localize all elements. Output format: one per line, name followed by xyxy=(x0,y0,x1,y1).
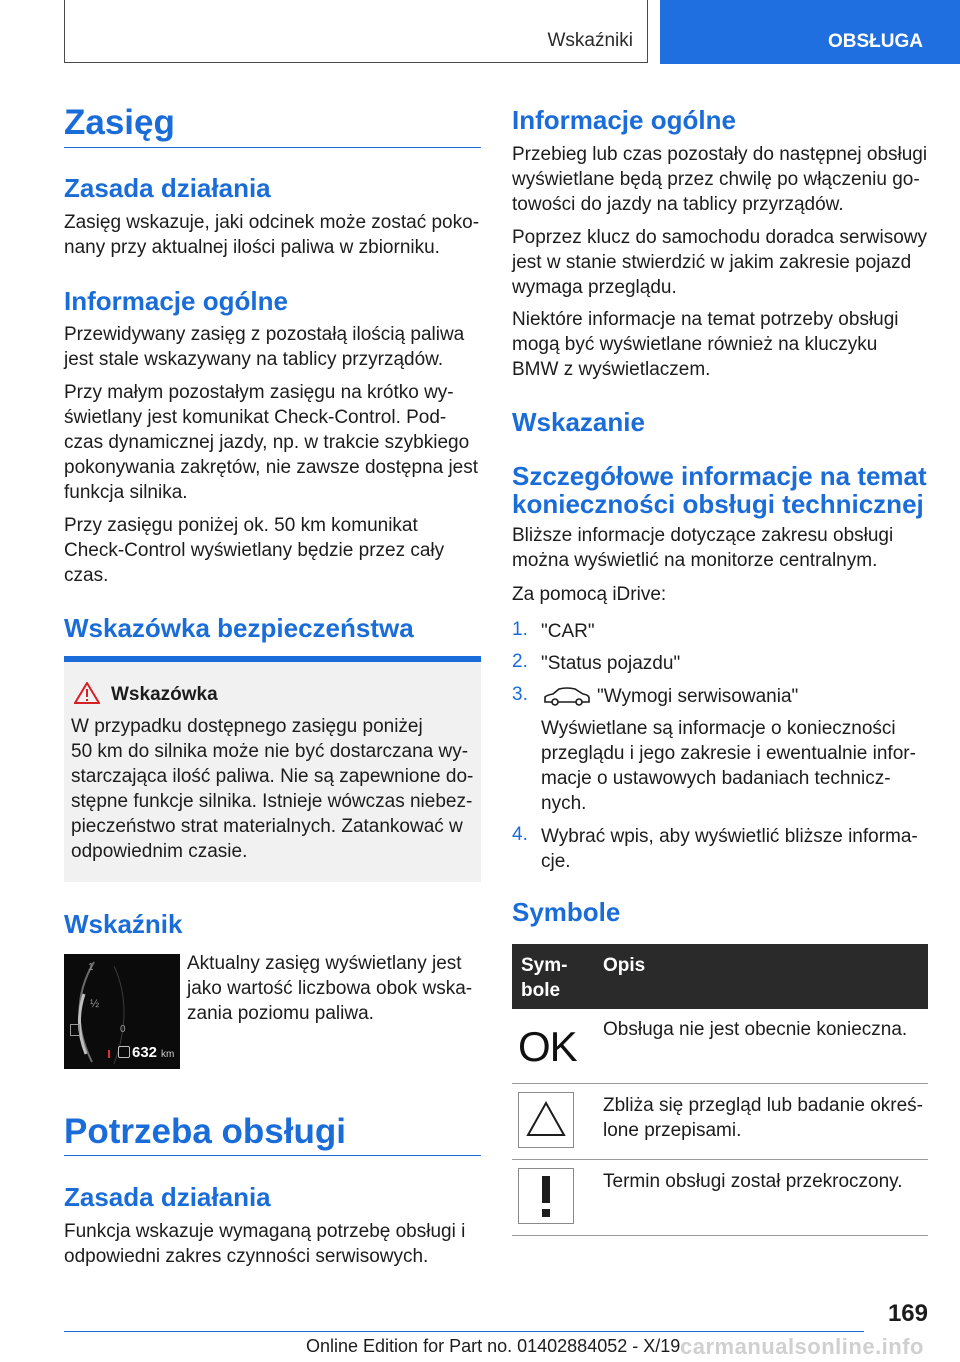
line: macje o ustawowych badaniach technicz- xyxy=(541,768,891,789)
line: Przebieg lub czas pozostały do następnej obsługi xyxy=(512,144,928,165)
line: Aktualny zasięg wyświetlany jest xyxy=(187,953,462,974)
paragraph-right-4 xyxy=(512,523,930,573)
fuel-gauge-image xyxy=(64,954,180,1069)
footer-edition: Online Edition for Part no. 01402884052 - X/19 xyxy=(306,1336,681,1356)
line: 50 km do silnika może nie być dostarczana wy- xyxy=(71,741,469,762)
heading-wskazanie: Wskazanie xyxy=(512,407,645,437)
step-number: 2. xyxy=(512,651,528,672)
table-row-description xyxy=(603,1017,928,1042)
line: Niektóre informacje na temat potrzeby obsługi xyxy=(512,309,899,330)
line: pieczeństwo strat materialnych. Zatankować w xyxy=(71,816,463,837)
step-number: 4. xyxy=(512,824,528,845)
table-row-description xyxy=(603,1093,928,1143)
line: można wyświetlić na monitorze centralnym. xyxy=(512,550,878,571)
triangle-icon xyxy=(519,1093,573,1147)
fuel-pump-icon xyxy=(70,1024,80,1036)
heading-wskazowka-bezpieczenstwa: Wskazówka bezpieczeństwa xyxy=(64,613,414,643)
warning-box xyxy=(64,656,481,882)
footer-rule xyxy=(64,1331,864,1332)
step-text xyxy=(541,824,931,874)
line: przeglądu i jego zakresie i ewentualnie infor- xyxy=(541,743,916,764)
line: nany przy aktualnej ilości paliwa w zbiorniku. xyxy=(64,237,440,258)
line: lone przepisami. xyxy=(603,1120,742,1141)
line: wymaga przeglądu. xyxy=(512,277,677,298)
table-row-divider xyxy=(512,1159,928,1160)
step3-description xyxy=(541,716,931,816)
paragraph-zasada xyxy=(64,210,482,260)
line: bole xyxy=(521,980,561,1001)
line: Funkcja wskazuje wymaganą potrzebę obsługi i xyxy=(64,1221,466,1242)
range-pump-icon xyxy=(118,1046,130,1058)
car-service-icon xyxy=(543,687,591,707)
header-section-label: OBSŁUGA xyxy=(828,31,923,52)
title-zasieg: Zasięg xyxy=(64,103,175,142)
header-section-tab[interactable] xyxy=(660,0,960,64)
page-number: 169 xyxy=(887,1300,928,1327)
table-row-divider xyxy=(512,1083,928,1084)
line: Bliższe informacje dotyczące zakresu obsługi xyxy=(512,525,894,546)
symbols-table-header xyxy=(512,944,928,1009)
line: wyświetlane będą przez chwilę po włączeniu go- xyxy=(512,169,920,190)
heading-szczegolowe-informacje xyxy=(512,462,930,518)
line: stępne funkcje silnika. Istnieje wówczas niebez- xyxy=(71,791,473,812)
line: jest stale wskazywany na tablicy przyrządów. xyxy=(64,349,444,370)
line: czas. xyxy=(64,565,109,586)
line: Przy małym pozostałym zasięgu na krótko wy- xyxy=(64,382,454,403)
heading-zasada-dzialania-2: Zasada działania xyxy=(64,1182,271,1212)
title-potrzeba-obslugi: Potrzeba obsługi xyxy=(64,1112,346,1151)
paragraph-right-2 xyxy=(512,225,930,300)
line: pokonywania zakrętów, nie zawsze dostępna jest xyxy=(64,457,479,478)
line: Sym- xyxy=(521,955,568,976)
line: funkcja silnika. xyxy=(64,482,188,503)
header-chapter: Wskaźniki xyxy=(547,30,633,51)
paragraph-right-1 xyxy=(512,142,930,217)
line: Przewidywany zasięg z pozostałą ilością paliwa xyxy=(64,324,465,345)
paragraph-info-2 xyxy=(64,380,482,505)
line: Obsługa nie jest obecnie konieczna. xyxy=(603,1019,908,1040)
gauge-tick-full: 1 xyxy=(88,962,94,973)
gauge-tick-half: ½ xyxy=(90,998,100,1010)
line: towości do jazdy na tablicy przyrządów. xyxy=(512,194,844,215)
warning-triangle-icon xyxy=(74,682,100,704)
line: Wyświetlane są informacje o konieczności xyxy=(541,718,896,739)
line: odpowiedni zakres czynności serwisowych. xyxy=(64,1246,429,1267)
line: konieczności obsługi technicznej xyxy=(512,489,924,519)
warning-title: Wskazówka xyxy=(111,684,218,705)
header-chapter-box xyxy=(64,0,648,63)
line: Szczegółowe informacje na temat xyxy=(512,461,927,491)
step-text: "Wymogi serwisowania" xyxy=(597,686,799,707)
table-row-description xyxy=(603,1169,928,1194)
line: Przy zasięgu poniżej ok. 50 km komunikat xyxy=(64,515,418,536)
line: jest w stanie stwierdzić w jakim zakresie pojazd xyxy=(512,252,912,273)
line: Zasięg wskazuje, jaki odcinek może zostać poko- xyxy=(64,212,480,233)
title2-rule xyxy=(64,1155,481,1156)
heading-informacje-ogolne: Informacje ogólne xyxy=(64,286,288,316)
line: zania poziomu paliwa. xyxy=(187,1003,374,1024)
paragraph-zasada-2 xyxy=(64,1219,482,1269)
line: Wybrać wpis, aby wyświetlić bliższe informa- xyxy=(541,826,918,847)
line: Zbliża się przegląd lub badanie okreś- xyxy=(603,1095,924,1116)
step-number: 1. xyxy=(512,619,528,640)
heading-zasada-dzialania: Zasada działania xyxy=(64,173,271,203)
service-due-symbol xyxy=(518,1092,574,1148)
line: W przypadku dostępnego zasięgu poniżej xyxy=(71,716,423,737)
line: cje. xyxy=(541,851,571,872)
line: jako wartość liczbowa obok wska- xyxy=(187,978,473,999)
step-text: "Status pojazdu" xyxy=(541,653,681,674)
line: Poprzez klucz do samochodu doradca serwisowy xyxy=(512,227,928,248)
line: Termin obsługi został przekroczony. xyxy=(603,1171,903,1192)
exclamation-icon xyxy=(519,1169,573,1223)
heading-symbole: Symbole xyxy=(512,897,621,927)
line: starczająca ilość paliwa. Nie są zapewnione do- xyxy=(71,766,474,787)
service-overdue-symbol xyxy=(518,1168,574,1224)
line: nych. xyxy=(541,793,587,814)
footer-watermark: carmanualsonline.info xyxy=(680,1334,924,1359)
ok-symbol: OK xyxy=(518,1023,577,1070)
column-header-description: Opis xyxy=(603,955,646,976)
line: świetlany jest komunikat Check-Control. Pod- xyxy=(64,407,447,428)
warning-text xyxy=(71,714,475,864)
gauge-range-unit: km xyxy=(161,1049,175,1060)
gauge-tick-empty: 0 xyxy=(120,1024,126,1035)
table-row-divider xyxy=(512,1235,928,1236)
paragraph-info-3 xyxy=(64,513,482,588)
paragraph-idrive: Za pomocą iDrive: xyxy=(512,584,667,605)
line: Check-Control wyświetlany będzie przez cały xyxy=(64,540,445,561)
step-text: "CAR" xyxy=(541,621,595,642)
line: czas dynamicznej jazdy, np. w trakcie szybkiego xyxy=(64,432,470,453)
line: mogą być wyświetlane również na kluczyku xyxy=(512,334,878,355)
heading-wskaznik: Wskaźnik xyxy=(64,909,183,939)
line: BMW z wyświetlaczem. xyxy=(512,359,711,380)
paragraph-wskaznik xyxy=(187,951,479,1026)
gauge-range-value: 632 xyxy=(132,1044,158,1061)
line: odpowiednim czasie. xyxy=(71,841,248,862)
paragraph-right-3 xyxy=(512,307,930,382)
step-number: 3. xyxy=(512,684,528,705)
title-rule xyxy=(64,147,481,148)
column-header-symbols xyxy=(521,953,567,1003)
paragraph-info-1 xyxy=(64,322,482,372)
heading-informacje-ogolne-right: Informacje ogólne xyxy=(512,105,736,135)
